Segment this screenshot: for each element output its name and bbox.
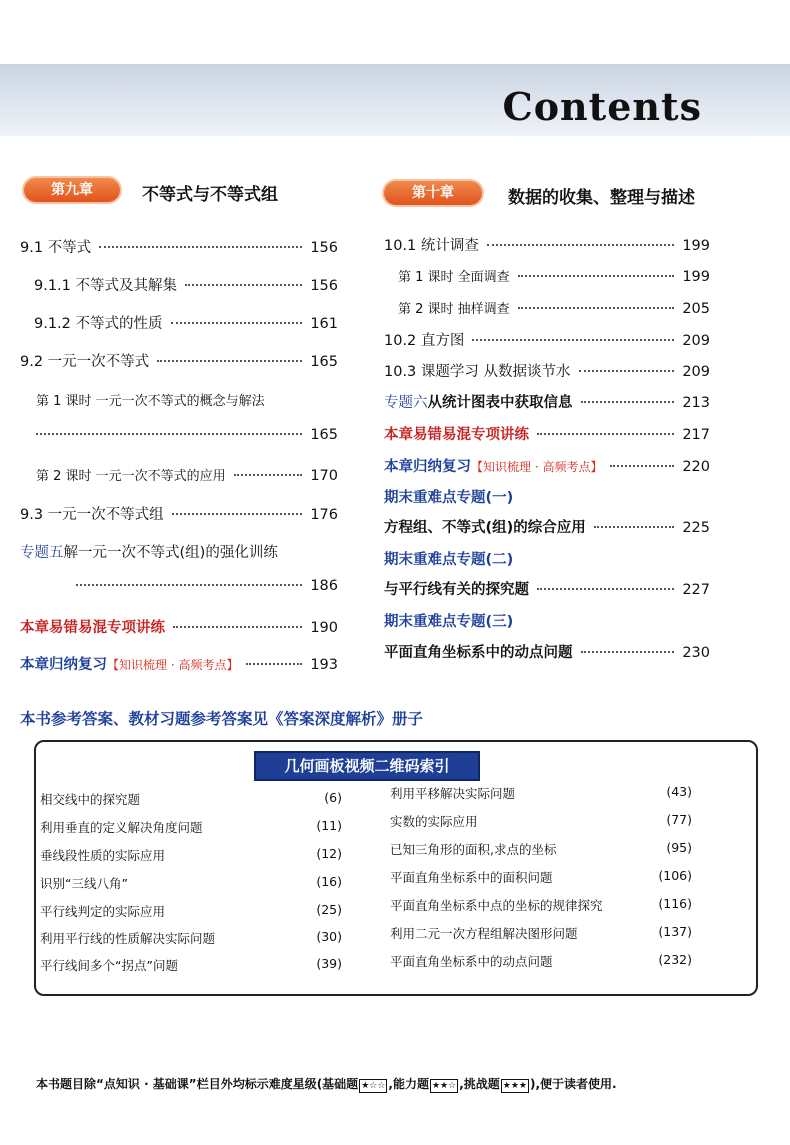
toc-page: 209 <box>682 364 710 380</box>
toc-label: 与平行线有关的探究题 <box>384 582 529 598</box>
toc-item-continuation[interactable] <box>36 427 338 443</box>
qr-page: (11) <box>316 818 342 833</box>
toc-label: 9.3 一元一次不等式组 <box>20 507 164 523</box>
toc-label: 本章归纳复习 <box>20 657 107 673</box>
toc-item[interactable] <box>20 503 338 524</box>
page-title: Contents <box>502 84 702 129</box>
toc-item[interactable] <box>398 266 710 285</box>
qr-item[interactable] <box>390 840 692 858</box>
toc-page: 230 <box>682 645 710 661</box>
toc-item[interactable] <box>384 391 710 412</box>
qr-item[interactable] <box>40 818 342 836</box>
qr-page: (43) <box>666 784 692 799</box>
toc-label: 第 1 课时 一元一次不等式的概念与解法 <box>36 394 265 409</box>
chapter10-title: 数据的收集、整理与描述 <box>508 188 695 208</box>
toc-label: 10.3 课题学习 从数据谈节水 <box>384 364 571 380</box>
chapter9-title: 不等式与不等式组 <box>142 185 278 205</box>
toc-page: 199 <box>682 238 710 254</box>
qr-page: (30) <box>316 929 342 944</box>
qr-item[interactable] <box>40 846 342 864</box>
toc-page: 190 <box>310 620 338 636</box>
toc-label: 期末重难点专题(二) <box>384 552 514 568</box>
qr-label: 利用二元一次方程组解决图形问题 <box>390 926 578 941</box>
footer-text: ),便于读者使用. <box>529 1077 617 1091</box>
qr-item[interactable] <box>390 868 692 886</box>
toc-item[interactable] <box>384 548 513 569</box>
toc-item[interactable] <box>384 641 710 662</box>
toc-item[interactable] <box>20 350 338 371</box>
toc-item-continuation[interactable] <box>76 578 338 594</box>
toc-label: 9.1.2 不等式的性质 <box>34 316 163 332</box>
toc-item[interactable] <box>384 423 710 444</box>
qr-label: 平面直角坐标系中的面积问题 <box>390 870 553 885</box>
toc-label: 期末重难点专题(三) <box>384 614 514 630</box>
toc-item[interactable] <box>384 329 710 350</box>
toc-item[interactable] <box>20 541 278 562</box>
toc-item[interactable] <box>384 486 513 507</box>
qr-page: (12) <box>316 846 342 861</box>
toc-item[interactable] <box>398 298 710 317</box>
qr-page: (137) <box>658 924 692 939</box>
toc-label: 本章归纳复习 <box>384 459 471 475</box>
qr-page: (95) <box>666 840 692 855</box>
footer-text: ,能力题 <box>388 1077 429 1091</box>
toc-item[interactable] <box>384 360 710 381</box>
toc-page: 176 <box>310 507 338 523</box>
toc-label: 9.1 不等式 <box>20 240 92 256</box>
toc-label: 第 2 课时 一元一次不等式的应用 <box>36 469 226 484</box>
qr-label: 平行线间多个“拐点”问题 <box>40 958 178 973</box>
difficulty-stars: ★★☆ <box>431 1081 457 1091</box>
qr-label: 平行线判定的实际应用 <box>40 904 166 919</box>
toc-label: 第 2 课时 抽样调查 <box>398 302 510 317</box>
toc-tag: 【知识梳理 · 高频考点】 <box>107 658 239 672</box>
qr-item[interactable] <box>390 952 692 970</box>
toc-page: 156 <box>310 240 338 256</box>
toc-item[interactable] <box>20 653 338 674</box>
toc-item[interactable] <box>34 274 338 295</box>
toc-page: 220 <box>682 459 710 475</box>
qr-page: (116) <box>658 896 692 911</box>
qr-label: 平面直角坐标系中点的坐标的规律探究 <box>390 898 603 913</box>
toc-item[interactable] <box>384 578 710 599</box>
toc-label: 平面直角坐标系中的动点问题 <box>384 645 573 661</box>
toc-page: 225 <box>682 520 710 536</box>
chapter9-badge: 第九章 <box>24 178 120 202</box>
qr-item[interactable] <box>40 956 342 974</box>
toc-label: 方程组、不等式(组)的综合应用 <box>384 520 586 536</box>
answer-note: 本书参考答案、教材习题参考答案见《答案深度解析》册子 <box>20 710 424 728</box>
qr-label: 平面直角坐标系中的动点问题 <box>390 954 553 969</box>
toc-page: 209 <box>682 333 710 349</box>
qr-page: (106) <box>658 868 692 883</box>
toc-prefix: 专题五 <box>20 545 64 561</box>
footer-text: ,挑战题 <box>459 1077 500 1091</box>
qr-label: 相交线中的探究题 <box>40 792 141 807</box>
toc-page: 193 <box>310 657 338 673</box>
qr-item[interactable] <box>40 929 342 947</box>
toc-item[interactable] <box>384 234 710 255</box>
toc-item[interactable] <box>34 312 338 333</box>
qr-label: 利用垂直的定义解决角度问题 <box>40 820 203 835</box>
qr-item[interactable] <box>390 924 692 942</box>
qr-item[interactable] <box>390 784 692 802</box>
toc-page: 161 <box>310 316 338 332</box>
toc-label: 10.1 统计调查 <box>384 238 479 254</box>
toc-page: 156 <box>310 278 338 294</box>
difficulty-stars: ★☆☆ <box>361 1081 386 1091</box>
qr-page: (6) <box>324 790 342 805</box>
toc-item[interactable] <box>20 616 338 637</box>
toc-tag: 【知识梳理 · 高频考点】 <box>471 460 603 474</box>
toc-page: 213 <box>682 395 710 411</box>
chapter10-badge: 第十章 <box>384 181 482 205</box>
difficulty-stars: ★★★ <box>502 1081 527 1091</box>
qr-label: 识别“三线八角” <box>40 876 128 891</box>
qr-page: (25) <box>316 902 342 917</box>
toc-page: 217 <box>682 427 710 443</box>
qr-page: (232) <box>658 952 692 967</box>
qr-item[interactable] <box>390 812 692 830</box>
qr-page: (16) <box>316 874 342 889</box>
qr-page: (39) <box>316 956 342 971</box>
qr-label: 垂线段性质的实际应用 <box>40 848 166 863</box>
toc-page: 165 <box>310 354 338 370</box>
toc-page: 186 <box>310 578 338 594</box>
qr-label: 实数的实际应用 <box>390 814 478 829</box>
footer-note <box>36 1075 617 1093</box>
footer-text: 本书题目除“点知识 · 基础课”栏目外均标示难度星级(基础题 <box>36 1077 359 1091</box>
qr-index-title: 几何画板视频二维码索引 <box>254 751 480 781</box>
toc-label: 从统计图表中获取信息 <box>427 395 573 411</box>
qr-item[interactable] <box>40 874 342 892</box>
toc-label: 本章易错易混专项讲练 <box>384 427 529 443</box>
toc-label: 第 1 课时 全面调查 <box>398 270 510 285</box>
toc-item[interactable] <box>384 610 513 631</box>
toc-item[interactable] <box>384 455 710 476</box>
toc-page: 227 <box>682 582 710 598</box>
qr-label: 利用平行线的性质解决实际问题 <box>40 931 216 946</box>
toc-page: 165 <box>310 427 338 443</box>
toc-label: 9.2 一元一次不等式 <box>20 354 150 370</box>
toc-label: 解一元一次不等式(组)的强化训练 <box>63 545 278 561</box>
toc-page: 199 <box>682 269 710 285</box>
qr-item[interactable] <box>390 896 692 914</box>
qr-label: 已知三角形的面积,求点的坐标 <box>390 842 557 857</box>
toc-item[interactable] <box>384 516 710 537</box>
toc-prefix: 专题六 <box>384 395 428 411</box>
toc-label: 9.1.1 不等式及其解集 <box>34 278 178 294</box>
toc-page: 205 <box>682 301 710 317</box>
qr-item[interactable] <box>40 790 342 808</box>
toc-label: 期末重难点专题(一) <box>384 490 514 506</box>
toc-label: 本章易错易混专项讲练 <box>20 620 165 636</box>
toc-page: 170 <box>310 468 338 484</box>
toc-item[interactable] <box>36 465 338 484</box>
qr-label: 利用平移解决实际问题 <box>390 786 516 801</box>
qr-page: (77) <box>666 812 692 827</box>
toc-label: 10.2 直方图 <box>384 333 465 349</box>
toc-item[interactable] <box>36 390 265 409</box>
toc-item[interactable] <box>20 236 338 257</box>
qr-item[interactable] <box>40 902 342 920</box>
